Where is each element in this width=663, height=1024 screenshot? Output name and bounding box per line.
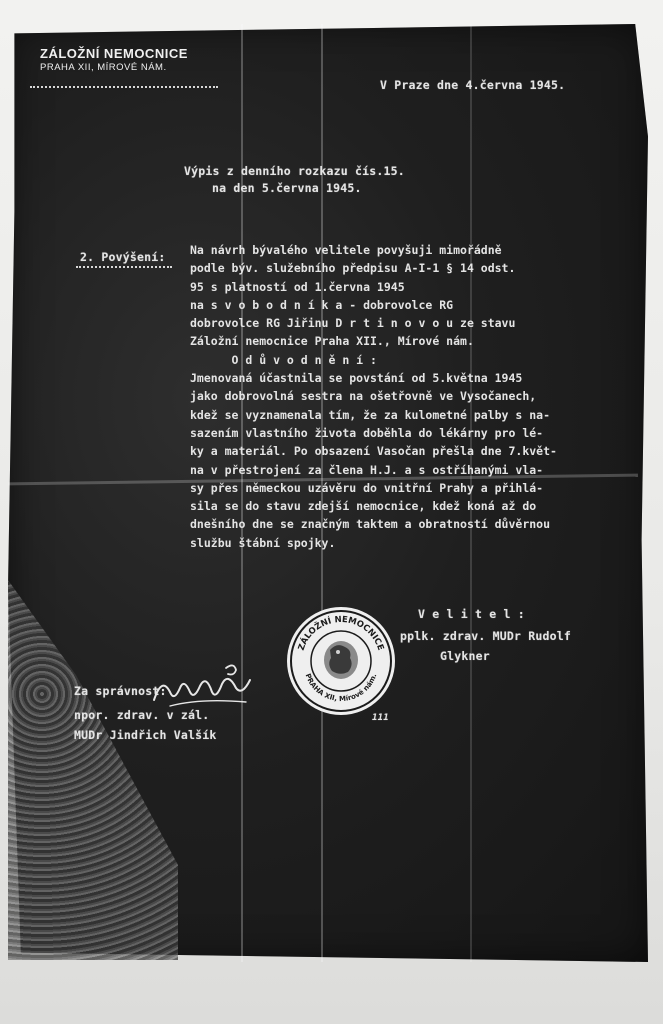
body-line: sila se do stavu zdejší nemocnice, kdež koná až do: [190, 499, 537, 514]
commander-surname: Glykner: [440, 649, 490, 663]
body-line: ky a materiál. Po obsazení Vasočan přešla dne 7.květ-: [190, 444, 557, 459]
body-line: na v přestrojení za člena H.J. a s ostříhanými vla-: [190, 462, 544, 477]
body-line: podle býv. služebního předpisu A-I-1 § 14 odst.: [190, 261, 516, 276]
certification-name: MUDr Jindřich Valšík: [74, 728, 217, 742]
letterhead-underline: [30, 86, 218, 88]
section-label-underline: [76, 266, 172, 268]
commander-rank: pplk. zdrav. MUDr Rudolf: [400, 629, 571, 643]
letterhead: [40, 46, 188, 73]
body-line: Záložní nemocnice Praha XII., Mírové nám.: [190, 334, 474, 349]
body-line: 95 s platností od 1.června 1945: [190, 279, 405, 294]
letterhead-address: PRAHA XII, MÍROVÉ NÁM.: [40, 62, 167, 73]
handwritten-signature: [150, 662, 260, 716]
body-line: jako dobrovolná sestra na ošetřovně ve Vysočanech,: [190, 389, 537, 404]
body-line: Na návrh bývalého velitele povyšuji mimořádně: [190, 243, 502, 257]
body-line: dnešního dne se značným taktem a obratností důvěrnou: [190, 517, 551, 532]
date-line: V Praze dne 4.června 1945.: [380, 78, 566, 92]
body-line: kdež se vyznamenala tím, že za kulometné palby s na-: [190, 407, 551, 422]
body-line: sazením vlastního života doběhla do lékárny pro lé-: [190, 425, 544, 440]
body-line: Jmenovaná účastnila se povstání od 5.května 1945: [190, 371, 523, 386]
certification-label: Za správnost:: [74, 684, 167, 698]
stamp-bottom-text: PRAHA XII, Mírové nám.: [303, 672, 379, 704]
body-line: sy přes německou uzávěru do vnitřní Prahy a přihlá-: [190, 480, 544, 495]
document-subtitle: na den 5.června 1945.: [212, 181, 362, 195]
official-stamp: [282, 602, 400, 720]
body-line: službu štábní spojky.: [190, 535, 336, 550]
letterhead-institution: ZÁLOŽNÍ NEMOCNICE: [40, 46, 188, 61]
body-line: na s v o b o d n í k a - dobrovolce RG: [190, 297, 454, 312]
certification-rank: npor. zdrav. v zál.: [74, 708, 210, 722]
document-title: Výpis z denního rozkazu čís.15.: [184, 164, 405, 178]
commander-title: V e l i t e l :: [418, 607, 525, 621]
order-body: [190, 241, 557, 552]
justification-heading: O d ů v o d n ě n í :: [190, 352, 377, 367]
body-line: dobrovolce RG Jiřinu D r t i n o v o u ze stavu: [190, 316, 516, 331]
section-label: 2. Povýšení:: [80, 250, 166, 264]
stamp-top-text: ZÁLOŽNÍ NEMOCNICE: [296, 614, 386, 652]
stamp-number: 111: [372, 713, 389, 723]
stamp-lion-emblem-icon: [324, 641, 358, 679]
